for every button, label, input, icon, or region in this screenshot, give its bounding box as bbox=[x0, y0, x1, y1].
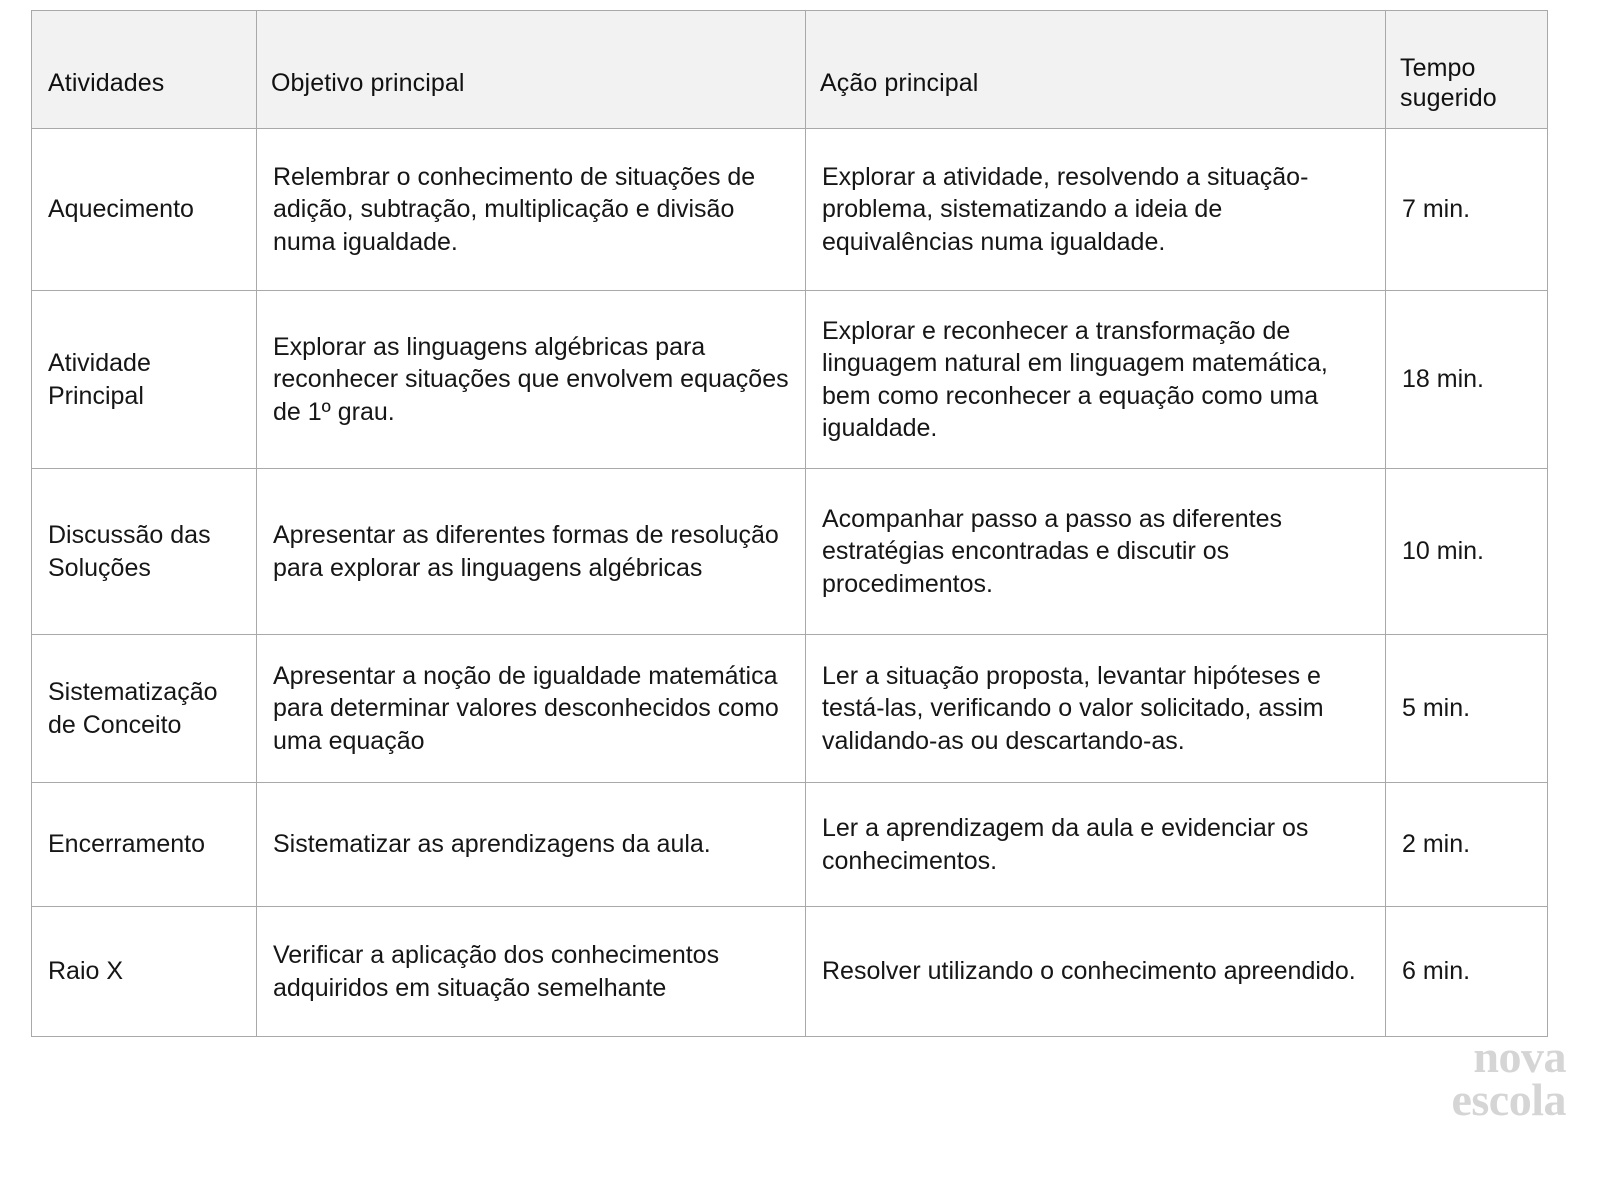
table-row bbox=[32, 469, 1548, 635]
table-row bbox=[32, 907, 1548, 1037]
cell-objective: Relembrar o conhecimento de situações de adição, subtração, multiplicação e divisão numa igualdade. bbox=[257, 129, 806, 291]
table-row bbox=[32, 291, 1548, 469]
cell-objective: Verificar a aplicação dos conhecimentos adquiridos em situação semelhante bbox=[257, 907, 806, 1037]
logo-line-escola: escola bbox=[1451, 1073, 1566, 1125]
cell-activity: Atividade Principal bbox=[32, 291, 257, 469]
column-header-tempo-sugerido: Tempo sugerido bbox=[1386, 11, 1548, 129]
cell-time: 18 min. bbox=[1386, 291, 1548, 469]
cell-activity: Sistematização de Conceito bbox=[32, 635, 257, 783]
cell-time: 10 min. bbox=[1386, 469, 1548, 635]
cell-time: 2 min. bbox=[1386, 783, 1548, 907]
cell-action: Ler a situação proposta, levantar hipóteses e testá-las, verificando o valor solicitado, assim validando-as ou descartando-as. bbox=[806, 635, 1386, 783]
cell-time: 7 min. bbox=[1386, 129, 1548, 291]
logo-line-nova: nova bbox=[1473, 1031, 1566, 1082]
cell-activity: Raio X bbox=[32, 907, 257, 1037]
cell-time: 5 min. bbox=[1386, 635, 1548, 783]
column-header-acao-principal: Ação principal bbox=[806, 11, 1386, 129]
table-row bbox=[32, 129, 1548, 291]
column-header-objetivo-principal: Objetivo principal bbox=[257, 11, 806, 129]
cell-action: Ler a aprendizagem da aula e evidenciar os conhecimentos. bbox=[806, 783, 1386, 907]
table-body bbox=[32, 129, 1548, 1037]
cell-objective: Explorar as linguagens algébricas para reconhecer situações que envolvem equações de 1º grau. bbox=[257, 291, 806, 469]
cell-action: Explorar e reconhecer a transformação de linguagem natural em linguagem matemática, bem como reconhecer a equação como uma igualdade. bbox=[806, 291, 1386, 469]
cell-activity: Encerramento bbox=[32, 783, 257, 907]
activities-table bbox=[31, 10, 1548, 1037]
cell-activity: Discussão das Soluções bbox=[32, 469, 257, 635]
cell-action: Acompanhar passo a passo as diferentes estratégias encontradas e discutir os procedimentos. bbox=[806, 469, 1386, 635]
cell-objective: Sistematizar as aprendizagens da aula. bbox=[257, 783, 806, 907]
cell-objective: Apresentar a noção de igualdade matemática para determinar valores desconhecidos como uma equação bbox=[257, 635, 806, 783]
table-header bbox=[32, 11, 1548, 129]
column-header-atividades: Atividades bbox=[32, 11, 257, 129]
cell-action: Resolver utilizando o conhecimento apreendido. bbox=[806, 907, 1386, 1037]
nova-escola-logo bbox=[1366, 1031, 1566, 1125]
cell-time: 6 min. bbox=[1386, 907, 1548, 1037]
cell-objective: Apresentar as diferentes formas de resolução para explorar as linguagens algébricas bbox=[257, 469, 806, 635]
cell-activity: Aquecimento bbox=[32, 129, 257, 291]
table-row bbox=[32, 783, 1548, 907]
table-header-row bbox=[32, 11, 1548, 129]
table-row bbox=[32, 635, 1548, 783]
cell-action: Explorar a atividade, resolvendo a situação-problema, sistematizando a ideia de equivalências numa igualdade. bbox=[806, 129, 1386, 291]
